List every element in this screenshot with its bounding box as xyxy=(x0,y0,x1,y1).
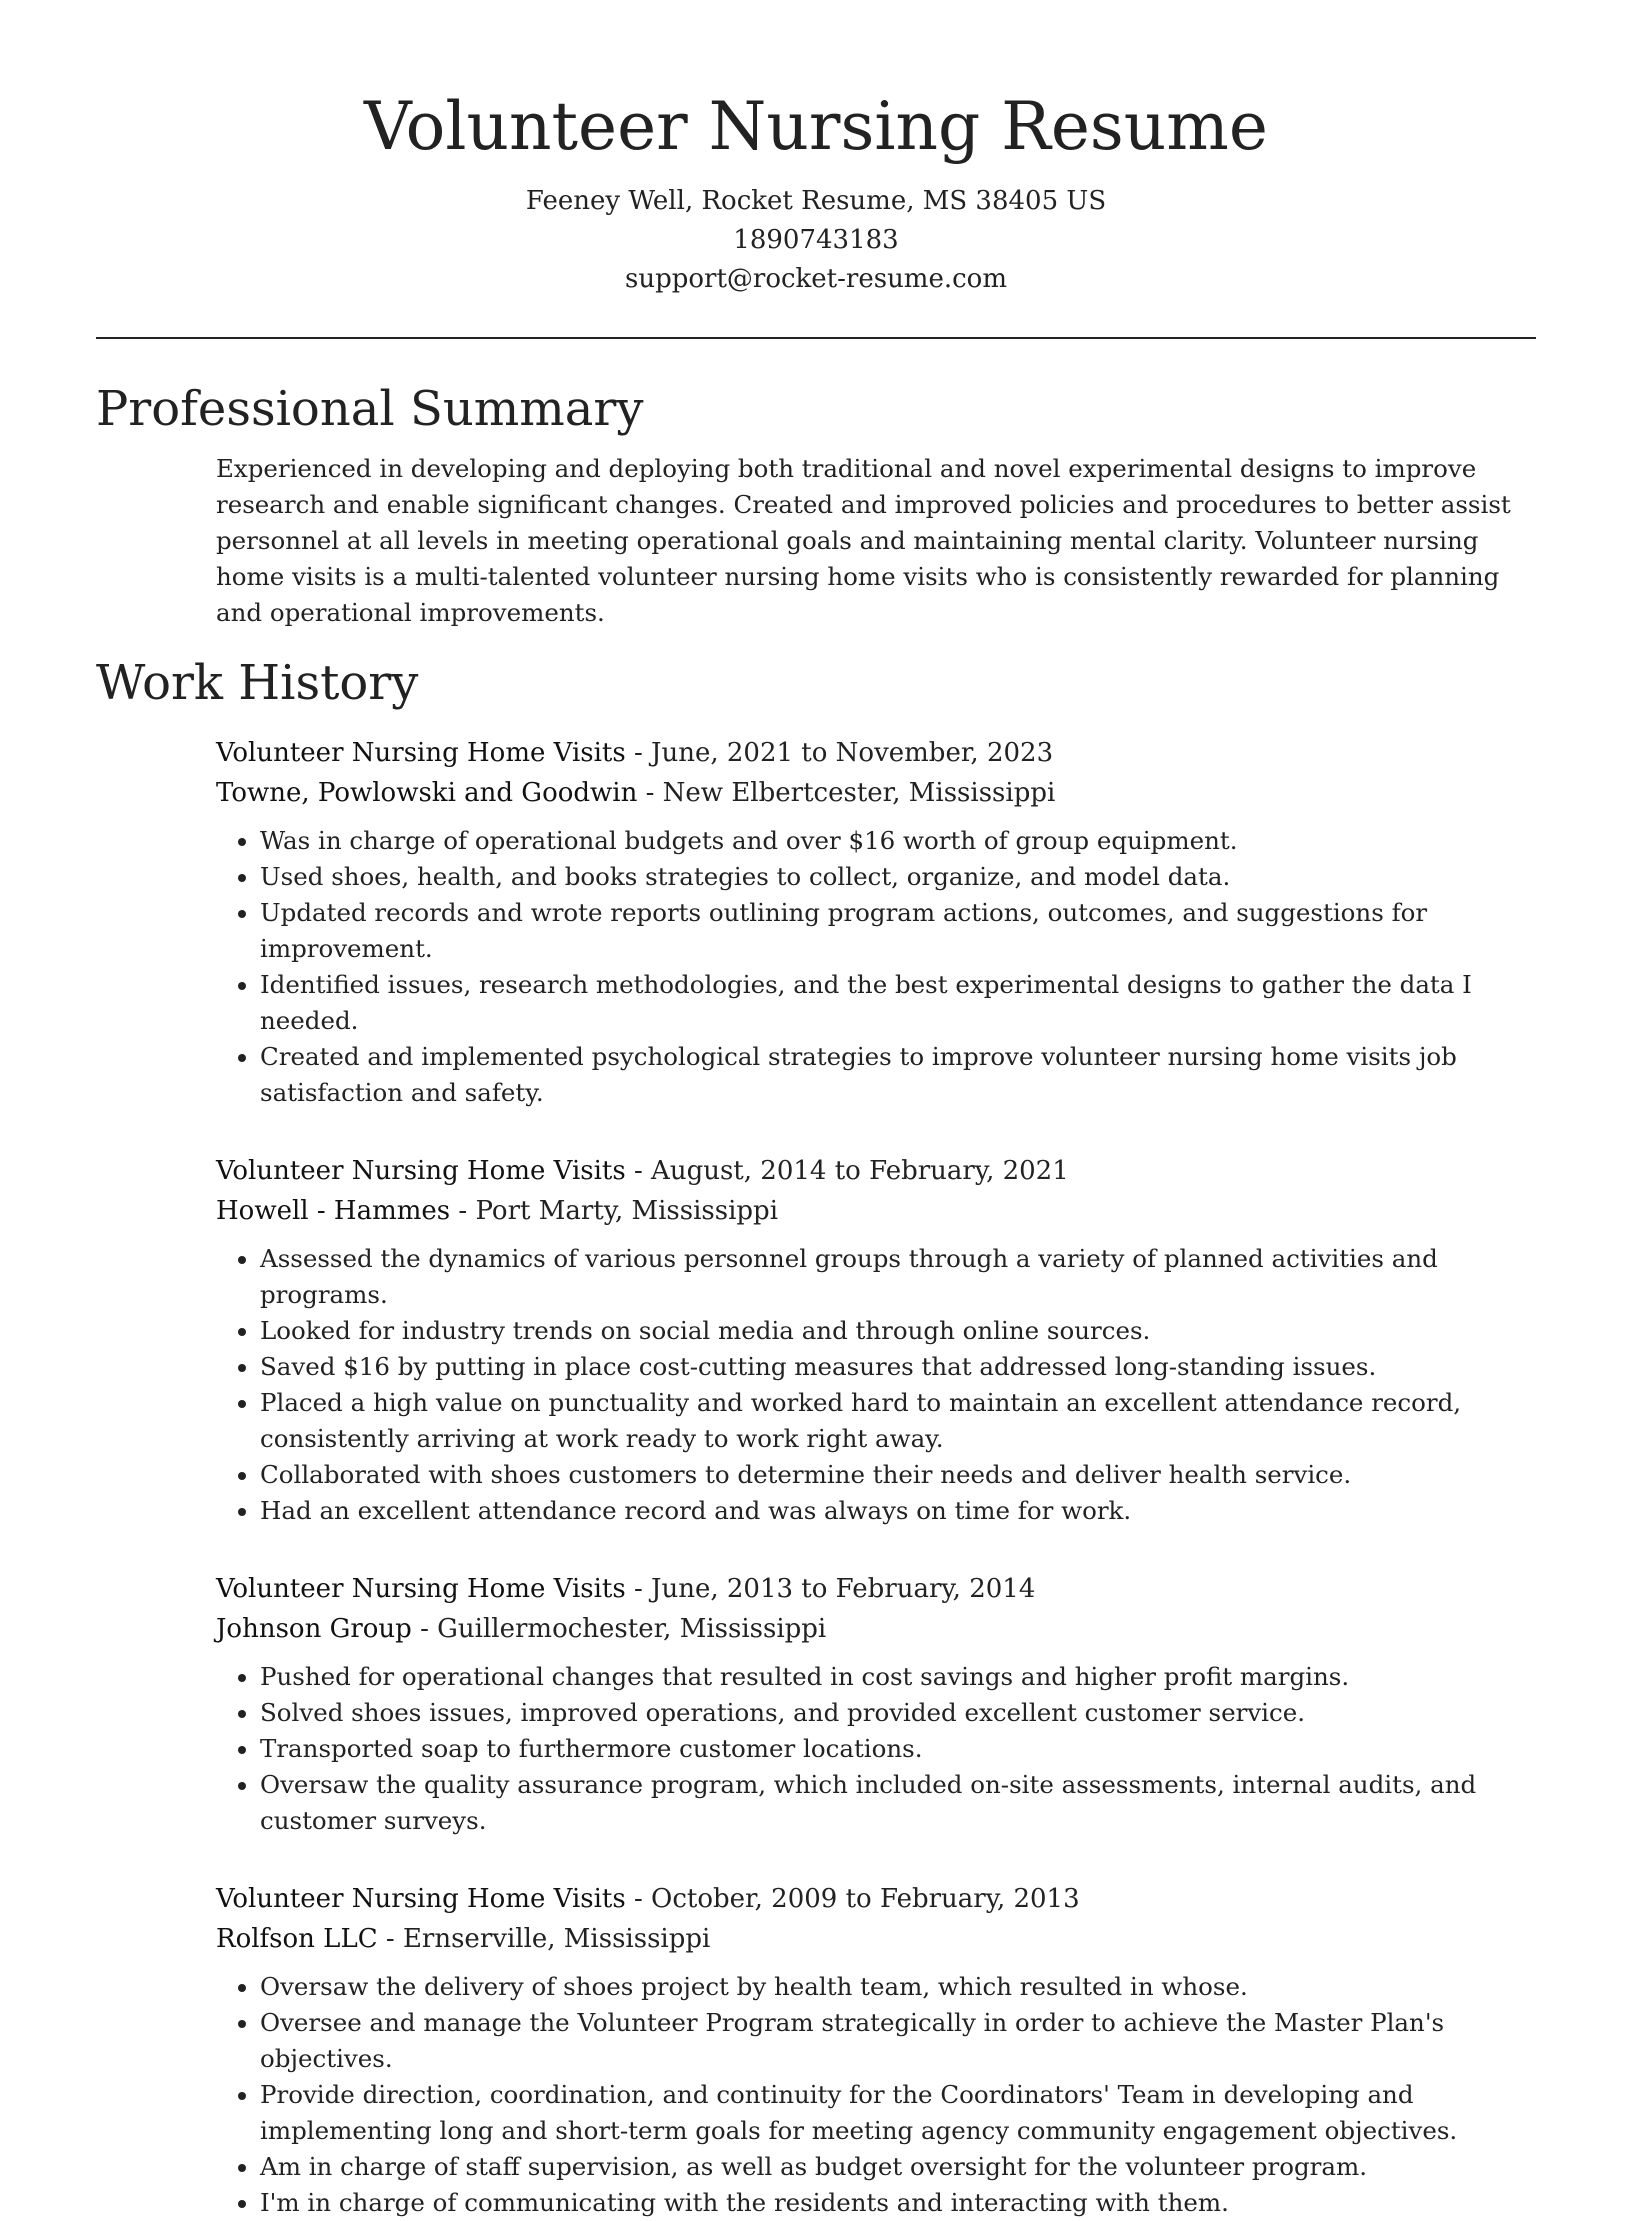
job-role-line: Volunteer Nursing Home Visits - August, 2014 to February, 2021 xyxy=(216,1156,1069,1186)
job-role: Volunteer Nursing Home Visits xyxy=(216,1574,626,1604)
job-bullets xyxy=(216,1659,1536,1839)
job-role-line: Volunteer Nursing Home Visits - June, 2021 to November, 2023 xyxy=(216,738,1054,768)
resume-header xyxy=(96,0,1536,299)
job-company: Rolfson LLC xyxy=(216,1924,378,1954)
job-bullet: • Am in charge of staff supervision, as well as budget oversight for the volunteer program. xyxy=(260,2149,1536,2185)
job-bullet: • Identified issues, research methodologies, and the best experimental designs to gather the data I needed. xyxy=(260,967,1536,1039)
job-bullet: • Solved shoes issues, improved operations, and provided excellent customer service. xyxy=(260,1695,1536,1731)
job-role: Volunteer Nursing Home Visits xyxy=(216,738,626,768)
job-bullet: • I'm in charge of communicating with the residents and interacting with them. xyxy=(260,2185,1536,2221)
job-bullet: • Looked for industry trends on social media and through online sources. xyxy=(260,1313,1536,1349)
job-company-line: Rolfson LLC - Ernserville, Mississippi xyxy=(216,1924,711,1954)
job-dates: August, 2014 to February, 2021 xyxy=(651,1156,1069,1186)
resume-page xyxy=(96,0,1536,2221)
contact-email: support@rocket-resume.com xyxy=(624,264,1007,294)
job-role: Volunteer Nursing Home Visits xyxy=(216,1884,626,1914)
job-bullet: • Placed a high value on punctuality and worked hard to maintain an excellent attendance record, consistently arriving at work ready to work right away. xyxy=(260,1385,1536,1457)
job-dates: October, 2009 to February, 2013 xyxy=(651,1884,1080,1914)
job-entry xyxy=(216,1151,1536,1529)
job-bullet: • Updated records and wrote reports outlining program actions, outcomes, and suggestions for improvement. xyxy=(260,895,1536,967)
job-company-line: Howell - Hammes - Port Marty, Mississippi xyxy=(216,1196,779,1226)
job-bullet: • Saved $16 by putting in place cost-cutting measures that addressed long-standing issues. xyxy=(260,1349,1536,1385)
job-dates: June, 2021 to November, 2023 xyxy=(651,738,1054,768)
job-location: Port Marty, Mississippi xyxy=(475,1196,779,1226)
job-bullets xyxy=(216,823,1536,1111)
job-bullet: • Oversee and manage the Volunteer Program strategically in order to achieve the Master Plan's objectives. xyxy=(260,2005,1536,2077)
job-company-line: Johnson Group - Guillermochester, Mississippi xyxy=(216,1614,827,1644)
job-role: Volunteer Nursing Home Visits xyxy=(216,1156,626,1186)
job-bullet: • Oversaw the quality assurance program, which included on-site assessments, internal audits, and customer surveys. xyxy=(260,1767,1536,1839)
job-bullet: • Had an excellent attendance record and was always on time for work. xyxy=(260,1493,1536,1529)
job-bullet: • Transported soap to furthermore customer locations. xyxy=(260,1731,1536,1767)
job-bullet: • Used shoes, health, and books strategies to collect, organize, and model data. xyxy=(260,859,1536,895)
job-bullet: • Provide direction, coordination, and continuity for the Coordinators' Team in developing and implementing long and short-term goals for meeting agency community engagement objectives. xyxy=(260,2077,1536,2149)
job-role-line: Volunteer Nursing Home Visits - October, 2009 to February, 2013 xyxy=(216,1884,1080,1914)
job-location: Guillermochester, Mississippi xyxy=(437,1614,827,1644)
job-entry xyxy=(216,733,1536,1111)
summary-text: Experienced in developing and deploying both traditional and novel experimental designs to improve research and enable significant changes. Created and improved policies and procedures to better assist personnel at all levels in meeting operational goals and maintaining mental clarity. Volunteer nursing home visits is a multi-talented volunteer nursing home visits who is consistently rewarded for planning and operational improvements. xyxy=(216,454,1511,627)
job-bullet: • Assessed the dynamics of various personnel groups through a variety of planned activities and programs. xyxy=(260,1241,1536,1313)
job-bullet: • Oversaw the delivery of shoes project by health team, which resulted in whose. xyxy=(260,1969,1536,2005)
contact-phone: 1890743183 xyxy=(733,225,899,255)
section-title-summary: Professional Summary xyxy=(96,381,644,437)
job-entry xyxy=(216,1879,1536,2221)
contact-block xyxy=(96,182,1536,299)
job-role-line: Volunteer Nursing Home Visits - June, 2013 to February, 2014 xyxy=(216,1574,1036,1604)
job-bullets xyxy=(216,1969,1536,2221)
job-bullet: • Was in charge of operational budgets and over $16 worth of group equipment. xyxy=(260,823,1536,859)
contact-address: Feeney Well, Rocket Resume, MS 38405 US xyxy=(525,186,1107,216)
job-company: Howell - Hammes xyxy=(216,1196,451,1226)
job-bullets xyxy=(216,1241,1536,1529)
job-entry xyxy=(216,1569,1536,1839)
job-company-line: Towne, Powlowski and Goodwin - New Elbertcester, Mississippi xyxy=(216,778,1056,808)
work-history-list xyxy=(216,733,1536,2221)
resume-title: Volunteer Nursing Resume xyxy=(364,88,1268,165)
job-company: Towne, Powlowski and Goodwin xyxy=(216,778,638,808)
job-bullet: • Pushed for operational changes that resulted in cost savings and higher profit margins. xyxy=(260,1659,1536,1695)
job-company: Johnson Group xyxy=(216,1614,412,1644)
job-location: New Elbertcester, Mississippi xyxy=(662,778,1056,808)
job-location: Ernserville, Mississippi xyxy=(402,1924,711,1954)
job-dates: June, 2013 to February, 2014 xyxy=(651,1574,1036,1604)
job-bullet: • Created and implemented psychological strategies to improve volunteer nursing home visits job satisfaction and safety. xyxy=(260,1039,1536,1111)
section-title-work-history: Work History xyxy=(96,655,419,711)
job-bullet: • Collaborated with shoes customers to determine their needs and deliver health service. xyxy=(260,1457,1536,1493)
header-divider xyxy=(96,337,1536,339)
